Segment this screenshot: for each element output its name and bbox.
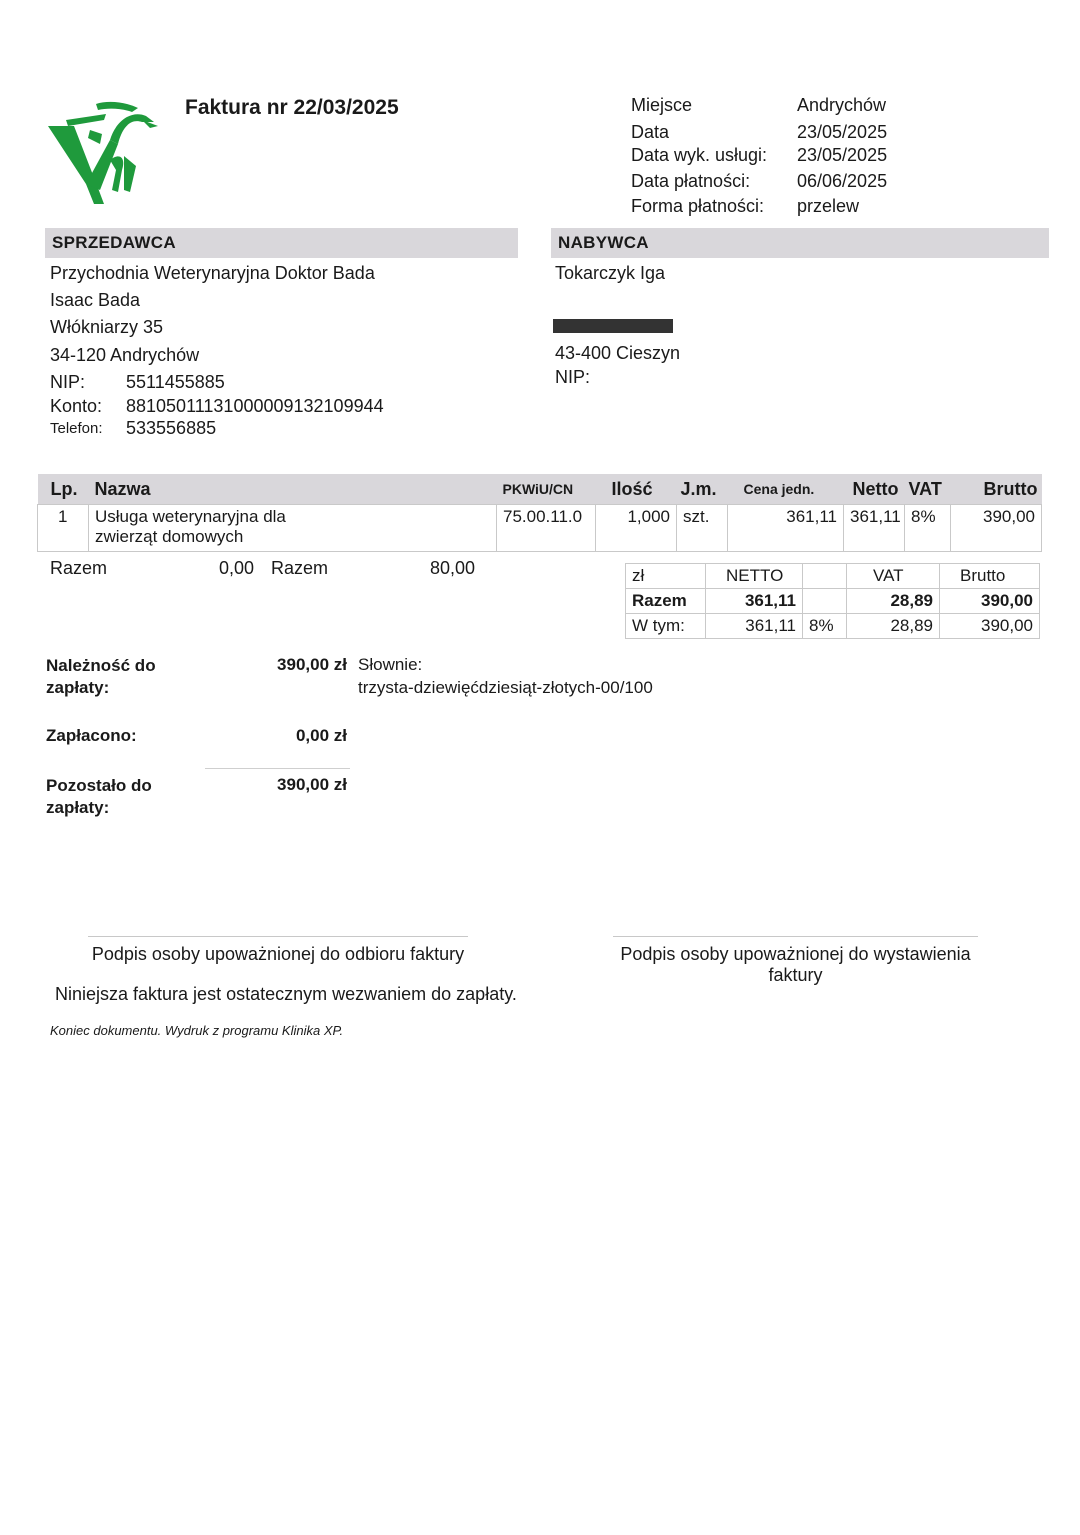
table-row <box>38 505 1042 552</box>
invoice-title: Faktura nr 22/03/2025 <box>185 96 399 119</box>
summary-netto-header: NETTO <box>706 564 803 589</box>
cell-qty: 1,000 <box>596 505 677 552</box>
cell-pkwiu: 75.00.11.0 <box>497 505 596 552</box>
col-lp: Lp. <box>38 474 89 505</box>
razem-value-2: 80,00 <box>430 558 476 578</box>
amount-due-label: Należność do zapłaty: <box>46 656 156 697</box>
redacted-address <box>553 319 673 333</box>
items-table <box>37 474 1042 552</box>
col-qty: Ilość <box>596 474 677 505</box>
seller-header-bar <box>45 228 518 258</box>
meta-value-service-date: 23/05/2025 <box>797 145 888 165</box>
seller-street: Włókniarzy 35 <box>50 317 164 337</box>
meta-label-due-date: Data płatności: <box>631 171 751 191</box>
summary-total-brutto: 390,00 <box>940 589 1040 614</box>
seller-name: Przychodnia Weterynaryjna Doktor Bada <box>50 263 375 283</box>
col-pkwiu: PKWiU/CN <box>497 474 596 505</box>
col-vat: VAT <box>905 474 951 505</box>
buyer-heading: NABYWCA <box>558 233 649 252</box>
summary-breakdown-label: W tym: <box>626 614 706 639</box>
summary-breakdown-vat: 28,89 <box>847 614 940 639</box>
meta-label-payment-method: Forma płatności: <box>631 196 765 216</box>
seller-nip-label: NIP: <box>50 372 86 392</box>
razem-label-1: Razem <box>50 558 108 578</box>
cell-unit: szt. <box>677 505 728 552</box>
summary-breakdown-netto: 361,11 <box>706 614 803 639</box>
vat-summary-table <box>625 563 1040 639</box>
seller-account: 88105011131000009132109944 <box>126 396 384 416</box>
summary-breakdown-rate: 8% <box>803 614 847 639</box>
document-footer: Koniec dokumentu. Wydruk z programu Klinika XP. <box>50 1023 344 1038</box>
buyer-city: 43-400 Cieszyn <box>555 343 681 363</box>
seller-nip: 5511455885 <box>126 372 225 392</box>
items-header-row <box>38 474 1042 505</box>
meta-value-payment-method: przelew <box>797 196 860 216</box>
summary-total-netto: 361,11 <box>706 589 803 614</box>
col-net: Netto <box>844 474 905 505</box>
cell-gross: 390,00 <box>951 505 1042 552</box>
buyer-nip-label: NIP: <box>555 367 591 387</box>
summary-vat-header: VAT <box>847 564 940 589</box>
meta-value-due-date: 06/06/2025 <box>797 171 888 191</box>
summary-rate-header <box>803 564 847 589</box>
summary-breakdown-row <box>626 614 1040 639</box>
amount-words-label: Słownie: <box>358 655 423 674</box>
summary-total-rate <box>803 589 847 614</box>
amount-words-value: trzysta-dziewięćdziesiąt-złotych-00/100 <box>358 678 653 697</box>
buyer-header-bar <box>551 228 1049 258</box>
seller-phone: 533556885 <box>126 418 217 438</box>
seller-heading: SPRZEDAWCA <box>52 233 176 252</box>
summary-header-row <box>626 564 1040 589</box>
payment-divider <box>205 768 350 769</box>
signature-line-left <box>88 936 468 937</box>
summary-brutto-header: Brutto <box>940 564 1040 589</box>
final-notice: Niniejsza faktura jest ostatecznym wezwaniem do zapłaty. <box>55 984 517 1004</box>
meta-value-date: 23/05/2025 <box>797 122 888 142</box>
meta-label-date: Data <box>631 122 670 142</box>
summary-breakdown-brutto: 390,00 <box>940 614 1040 639</box>
seller-phone-label: Telefon: <box>50 420 103 437</box>
paid-label: Zapłacono: <box>46 726 137 745</box>
seller-person: Isaac Bada <box>50 290 141 310</box>
col-unit: J.m. <box>677 474 728 505</box>
meta-label-service-date: Data wyk. usługi: <box>631 145 768 165</box>
remaining-value: 390,00 zł <box>277 775 347 794</box>
razem-value-1: 0,00 <box>219 558 255 578</box>
signature-label-right: Podpis osoby upoważnionej do wystawienia faktury <box>620 944 971 985</box>
cell-lp: 1 <box>38 505 89 552</box>
paid-value: 0,00 zł <box>295 726 347 745</box>
meta-label-place: Miejsce <box>631 95 693 115</box>
signature-label-left: Podpis osoby upoważnionej do odbioru faktury <box>91 944 465 964</box>
cell-name: Usługa weterynaryjna dla zwierząt domowych <box>89 505 497 552</box>
col-unit-price: Cena jedn. <box>728 474 844 505</box>
col-name: Nazwa <box>89 474 497 505</box>
col-gross: Brutto <box>951 474 1042 505</box>
seller-account-label: Konto: <box>50 396 103 416</box>
amount-due-value: 390,00 zł <box>277 655 347 674</box>
cell-vat: 8% <box>905 505 951 552</box>
summary-total-label: Razem <box>626 589 706 614</box>
cell-unit-price: 361,11 <box>728 505 844 552</box>
summary-total-row <box>626 589 1040 614</box>
buyer-name: Tokarczyk Iga <box>555 263 666 283</box>
razem-label-2: Razem <box>271 558 329 578</box>
meta-value-place: Andrychów <box>797 95 887 115</box>
cell-net: 361,11 <box>844 505 905 552</box>
remaining-label: Pozostało do zapłaty: <box>46 776 152 817</box>
summary-currency: zł <box>626 564 706 589</box>
seller-city: 34-120 Andrychów <box>50 345 200 365</box>
summary-total-vat: 28,89 <box>847 589 940 614</box>
clinic-logo <box>46 100 160 204</box>
signature-line-right <box>613 936 978 937</box>
